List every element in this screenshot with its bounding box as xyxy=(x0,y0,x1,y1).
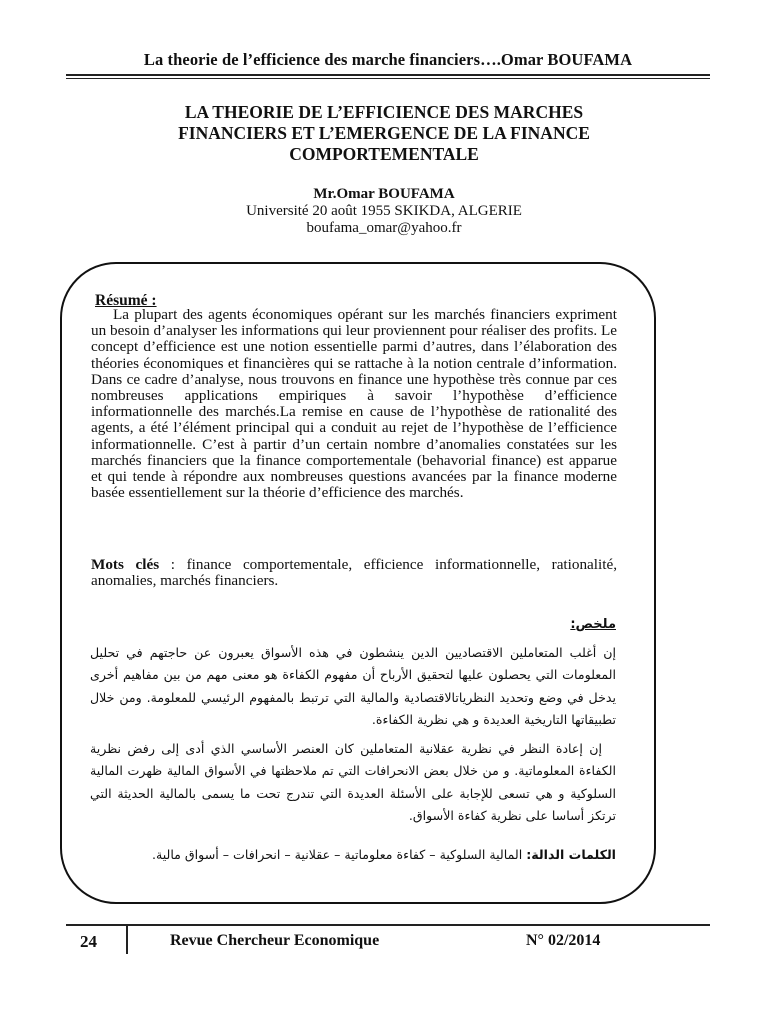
author-name: Mr.Omar BOUFAMA xyxy=(313,186,455,202)
footer-rule xyxy=(66,924,710,926)
issue-number: N° 02/2014 xyxy=(526,932,601,949)
header-rule-bottom xyxy=(66,78,710,79)
arabic-abstract-paragraph-1: إن أغلب المتعاملين الاقتصاديين الدين ينشطون في هذه الأسواق يعبرون عن حاجتهم في تحليل المعلومات التي يحصلون عليها لتحقيق الأرباح أن مفهوم الكفاءة هو معنى مهم من بين مفاهيم أخرى يدخل في وضع وتحديد النظرياتالاقتصادية والمالية التي ترتبط بالمفهوم الرئيسي للمعلومة. ومن خلال تطبيقاتها التاريخية العديدة و هي نظرية الكفاءة. xyxy=(90,645,616,728)
author-block xyxy=(70,186,698,237)
keywords-ar-label: الكلمات الدالة: xyxy=(526,847,616,862)
running-header: La theorie de l’efficience des marche financiers….Omar BOUFAMA xyxy=(143,50,633,69)
title-line: FINANCIERS ET L’EMERGENCE DE LA FINANCE xyxy=(178,123,590,143)
resume-body: La plupart des agents économiques opérant sur les marchés financiers expriment un besoin d’analyser les informations qui leur proviennent pour réaliser des profits. Le concept d’efficience est une notion essentielle parmi d’autres, dans l’élaboration des théories économiques et financières qui se rattache à la notion centrale d’information. Dans ce cadre d’analyse, nous trouvons en finance une hypothèse très connue par ces nombreuses applications empiriques à savoir l’hypothèse d’efficience informationnelle des marchés.La remise en cause de l’hypothèse de rationalité des agents, a été l’élément principal qui a conduit au rejet de l’hypothèse de l’efficience informationnelle. C’est à partir d’un certain nombre d’anomalies constatées sur les marchés financiers que la finance comportementale (behavorial finance) est apparue et qui tende à répondre aux nombreuses questions avancées par la finance moderne basée essentiellement sur la théorie d’efficience des marchés. xyxy=(91,306,617,502)
page-number: 24 xyxy=(80,932,97,951)
title-line: LA THEORIE DE L’EFFICIENCE DES MARCHES xyxy=(184,102,584,122)
title-line: COMPORTEMENTALE xyxy=(289,144,479,164)
resume-heading: Résumé : xyxy=(95,292,157,309)
footer-divider xyxy=(126,926,128,954)
keywords-fr-label: Mots clés xyxy=(91,556,160,573)
journal-name: Revue Chercheur Economique xyxy=(170,932,380,949)
keywords-fr-list: : finance comportementale, efficience informationnelle, rationalité, anomalies, marchés financiers. xyxy=(91,556,617,590)
keywords-ar-list: المالية السلوكية – كفاءة معلوماتية – عقلانية – انحرافات – أسواق مالية. xyxy=(151,847,523,862)
author-email: boufama_omar@yahoo.fr xyxy=(306,220,462,236)
keywords-ar xyxy=(90,845,616,865)
article-title xyxy=(70,102,698,165)
header-rule-top xyxy=(66,74,710,76)
keywords-fr xyxy=(91,557,617,589)
author-affiliation: Université 20 août 1955 SKIKDA, ALGERIE xyxy=(246,203,522,219)
arabic-abstract-paragraph-2: إن إعادة النظر في نظرية عقلانية المتعاملين كان العنصر الأساسي الذي أدى إلى رفض نظرية الكفاءة المعلوماتية. و من خلال بعض الانحرافات التي تم ملاحظتها في الأسواق المالية ظهرت المالية السلوكية و هي تسعى للإجابة على الأسئلة العديدة التي تندرج تحت ما يسمى بالمالية الحديثة التي ترتكز أساسا على نظرية كفاءة الأسواق. xyxy=(90,741,616,824)
arabic-abstract-heading: ملخص: xyxy=(570,617,616,632)
